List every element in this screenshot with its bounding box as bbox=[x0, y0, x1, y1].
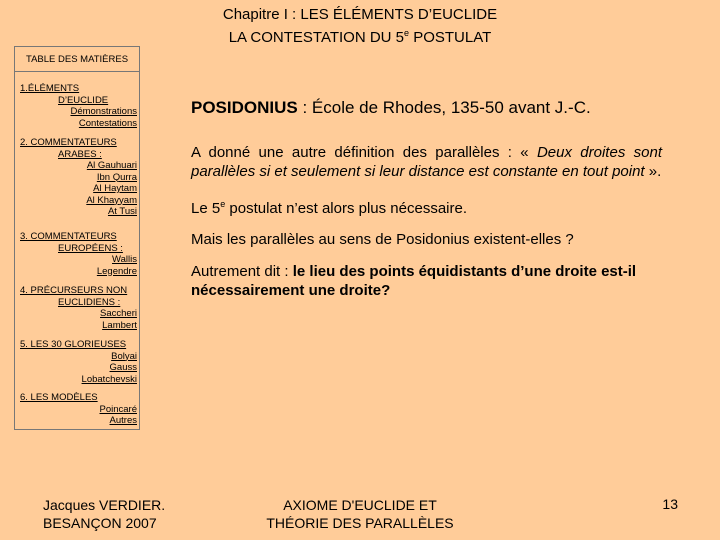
footer-title-line2: THÉORIE DES PARALLÈLES bbox=[266, 515, 454, 531]
toc-link-sub[interactable]: Wallis bbox=[112, 254, 137, 265]
toc-link-sub[interactable]: Démonstrations bbox=[70, 106, 137, 117]
toc-link-section-2[interactable]: 2. COMMENTATEURS bbox=[20, 137, 117, 148]
toc-link-sub[interactable]: Gauss bbox=[109, 362, 137, 373]
toc-link-sub[interactable]: Al Gauhuari bbox=[86, 160, 137, 171]
toc-section-3 bbox=[20, 231, 137, 277]
paragraph-postulate bbox=[191, 195, 662, 218]
slide-title-line2 bbox=[0, 24, 720, 47]
toc-link-sub[interactable]: Autres bbox=[109, 415, 137, 426]
footer-title-line1: AXIOME D'EUCLIDE ET bbox=[283, 497, 437, 513]
paragraph-question: Mais les parallèles au sens de Posidonius existent-elles ? bbox=[191, 231, 574, 248]
toc-link-section-1[interactable]: 1.ÉLÉMENTS bbox=[20, 83, 80, 94]
content-heading bbox=[191, 98, 662, 117]
toc-link-sub[interactable]: Lobatchevski bbox=[81, 373, 137, 385]
page-number: 13 bbox=[662, 496, 678, 512]
paragraph-otherwise bbox=[191, 262, 662, 300]
p2-sup: e bbox=[220, 199, 226, 209]
p1-italic: Deux droites sont parallèles si et seulement si leur distance est constante en tout point bbox=[191, 144, 662, 180]
heading-rest: : École de Rhodes, 135-50 avant J.-C. bbox=[297, 98, 591, 117]
toc-link-sub[interactable]: At Tusi bbox=[107, 206, 137, 217]
toc-link-section-6[interactable]: 6. LES MODÈLES bbox=[20, 392, 98, 403]
footer-author-line1: Jacques VERDIER. bbox=[43, 497, 166, 513]
table-of-contents bbox=[14, 46, 140, 430]
title-line2-end: POSTULAT bbox=[409, 29, 492, 46]
toc-link-sub[interactable]: Saccheri bbox=[100, 308, 137, 319]
toc-link-section-2-cont[interactable]: ARABES : bbox=[58, 148, 102, 160]
toc-link-sub[interactable]: Legendre bbox=[96, 265, 137, 277]
toc-section-5 bbox=[20, 339, 137, 385]
title-line2-text: LA CONTESTATION DU 5 bbox=[228, 29, 405, 46]
p4-plain: Autrement dit : bbox=[191, 263, 293, 280]
p2-b: postulat n’est alors plus nécessaire. bbox=[225, 200, 468, 217]
toc-link-section-3[interactable]: 3. COMMENTATEURS bbox=[20, 231, 117, 242]
toc-link-section-4-cont[interactable]: EUCLIDIENS : bbox=[58, 296, 121, 308]
paragraph-definition bbox=[191, 143, 662, 181]
slide-title bbox=[0, 5, 720, 47]
toc-link-section-1-cont[interactable]: D’EUCLIDE bbox=[58, 94, 109, 106]
footer-title bbox=[260, 496, 460, 532]
toc-heading: TABLE DES MATIÈRES bbox=[15, 47, 139, 72]
toc-section-6 bbox=[20, 392, 137, 427]
toc-link-sub[interactable]: Al Khayyam bbox=[86, 194, 137, 206]
toc-link-section-3-cont[interactable]: EUROPÉENS : bbox=[58, 242, 123, 254]
toc-link-sub[interactable]: Al Haytam bbox=[93, 183, 137, 194]
main-content bbox=[191, 98, 662, 300]
toc-link-sub[interactable]: Contestations bbox=[78, 117, 137, 129]
toc-link-sub[interactable]: Lambert bbox=[102, 319, 137, 331]
toc-section-4 bbox=[20, 285, 137, 331]
title-line2-sup: e bbox=[404, 28, 410, 38]
p1-plain: A donné une autre définition des parallèles : « bbox=[191, 144, 537, 161]
slide-title-line1: Chapitre I : LES ÉLÉMENTS D’EUCLIDE bbox=[222, 6, 498, 23]
p1-end: ». bbox=[644, 163, 662, 180]
toc-link-sub[interactable]: Ibn Qurra bbox=[96, 171, 137, 183]
toc-section-2 bbox=[20, 137, 137, 218]
p4-bold: le lieu des points équidistants d’une droite est-il nécessairement une droite? bbox=[191, 263, 637, 299]
toc-section-1 bbox=[20, 83, 137, 129]
toc-link-section-5[interactable]: 5. LES 30 GLORIEUSES bbox=[20, 339, 127, 350]
heading-name: POSIDONIUS bbox=[191, 98, 298, 117]
footer-author-line2: BESANÇON 2007 bbox=[43, 515, 157, 531]
p2-a: Le 5 bbox=[191, 200, 221, 217]
toc-link-sub[interactable]: Poincaré bbox=[99, 403, 137, 415]
toc-link-sub[interactable]: Bolyai bbox=[111, 350, 137, 362]
footer-author bbox=[43, 496, 165, 532]
toc-link-section-4[interactable]: 4. PRÉCURSEURS NON bbox=[20, 285, 128, 296]
